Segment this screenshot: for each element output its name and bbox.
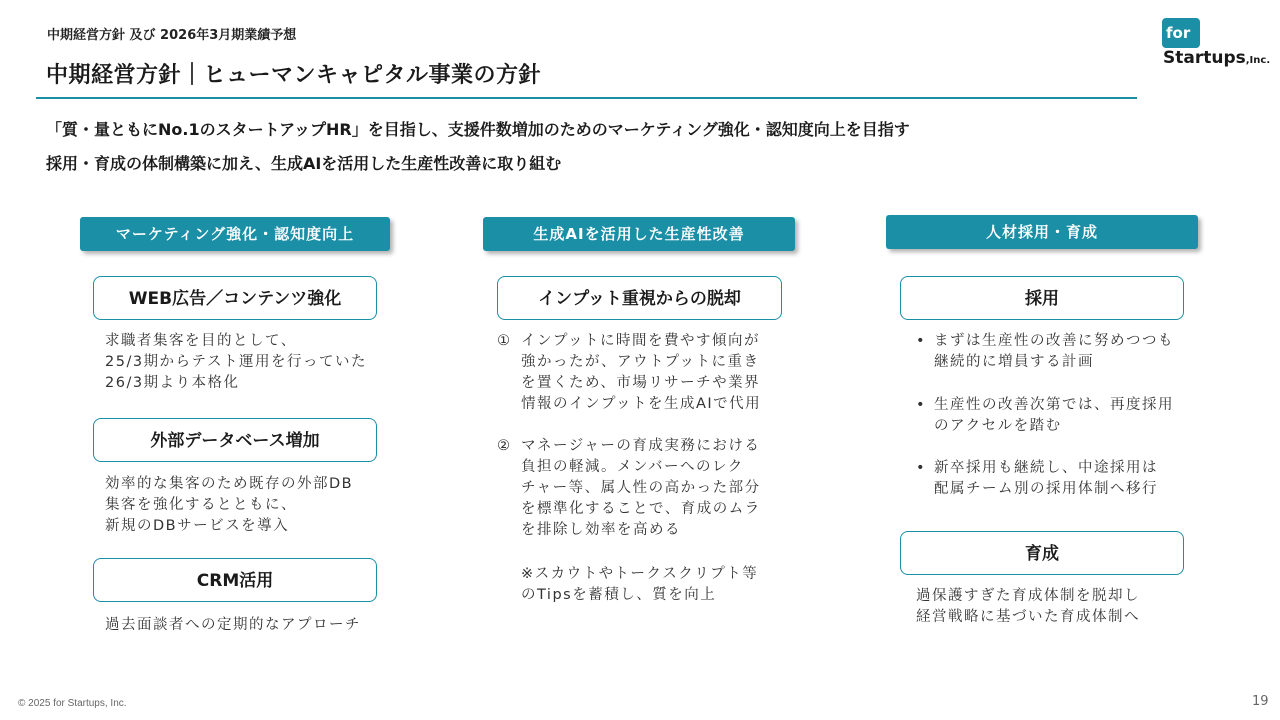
text-line: 新卒採用も継続し、中途採用は — [934, 460, 1158, 476]
text-line: 求職者集客を目的として、 — [105, 333, 297, 349]
recruit-card: 採用 — [900, 276, 1184, 320]
external-db-card: 外部データベース増加 — [93, 418, 377, 462]
text-line: 継続的に増員する計画 — [934, 354, 1094, 370]
text-line: 過保護すぎた育成体制を脱却し — [916, 588, 1140, 604]
logo-for-text: for — [1166, 24, 1191, 42]
bullet-marker: • — [916, 397, 927, 413]
training-card: 育成 — [900, 531, 1184, 575]
copyright: © 2025 for Startups, Inc. — [18, 698, 127, 709]
web-ads-description — [105, 331, 367, 394]
item-number: ② — [497, 438, 512, 454]
logo-startups-text: Startups — [1163, 48, 1246, 68]
crm-description — [105, 615, 361, 636]
ai-heading: 生成AIを活用した生産性改善 — [483, 217, 795, 251]
lead-statement-1: 「質・量ともにNo.1のスタートアップHR」を目指し、支援件数増加のためのマーケティング強化・認知度向上を目指す — [46, 120, 910, 139]
training-description — [916, 586, 1140, 628]
bullet-marker: • — [916, 333, 927, 349]
logo-badge — [1162, 18, 1200, 48]
input-shift-card: インプット重視からの脱却 — [497, 276, 782, 320]
company-logo — [1162, 18, 1272, 72]
text-line: ※スカウトやトークスクリプト等 — [521, 566, 759, 582]
text-line: 26/3期より本格化 — [105, 375, 240, 391]
text-line: マネージャーの育成実務における — [521, 438, 761, 454]
hr-heading: 人材採用・育成 — [886, 215, 1198, 249]
ai-note — [521, 564, 758, 606]
text-line: 効率的な集客のため既存の外部DB — [105, 476, 354, 492]
text-line: 情報のインプットを生成AIで代用 — [521, 396, 762, 412]
text-line: インプットに時間を費やす傾向が — [521, 333, 760, 349]
crm-card: CRM活用 — [93, 558, 377, 602]
logo-inc-text: ,Inc. — [1245, 55, 1271, 66]
logo-wordmark — [1163, 48, 1270, 68]
text-line: 生産性の改善次第では、再度採用 — [934, 397, 1174, 413]
text-line: を排除し効率を高める — [521, 522, 681, 538]
text-line: 25/3期からテスト運用を行っていた — [105, 354, 367, 370]
text-line: まずは生産性の改善に努めつつも — [934, 333, 1174, 349]
external-db-description — [105, 474, 353, 537]
text-line: 強かったが、アウトプットに重き — [521, 354, 760, 370]
breadcrumb: 中期経営方針 及び 2026年3月期業績予想 — [47, 28, 297, 43]
text-line: 配属チーム別の採用体制へ移行 — [934, 481, 1158, 497]
text-line: を置くため、市場リサーチや業界 — [521, 375, 761, 391]
text-line: のTipsを蓄積し、質を向上 — [521, 587, 717, 603]
bullet-marker: • — [916, 460, 927, 476]
page-number: 19 — [1252, 694, 1269, 709]
text-line: チャー等、属人性の高かった部分 — [521, 480, 761, 496]
text-line: 過去面談者への定期的なアプローチ — [105, 617, 361, 633]
title-divider — [36, 97, 1137, 99]
page-title: 中期経営方針｜ヒューマンキャピタル事業の方針 — [46, 63, 542, 88]
text-line: 負担の軽減。メンバーへのレク — [521, 459, 744, 475]
text-line: を標準化することで、育成のムラ — [521, 501, 761, 517]
lead-statement-2: 採用・育成の体制構築に加え、生成AIを活用した生産性改善に取り組む — [46, 154, 562, 173]
text-line: のアクセルを踏む — [934, 418, 1062, 434]
marketing-heading: マーケティング強化・認知度向上 — [80, 217, 390, 251]
web-ads-card: WEB広告／コンテンツ強化 — [93, 276, 377, 320]
text-line: 経営戦略に基づいた育成体制へ — [916, 609, 1140, 625]
item-number: ① — [497, 333, 512, 349]
text-line: 新規のDBサービスを導入 — [105, 518, 290, 534]
text-line: 集客を強化するとともに、 — [105, 497, 297, 513]
